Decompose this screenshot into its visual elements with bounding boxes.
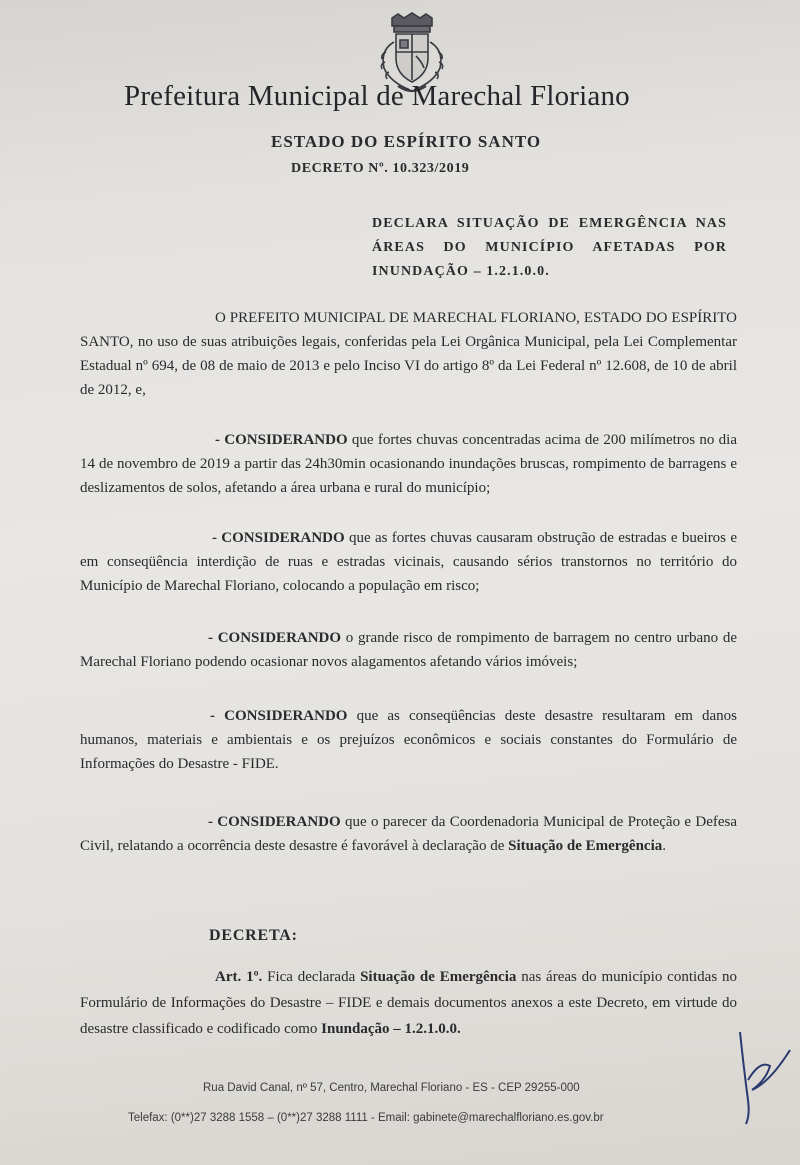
considerando-paragraph-1 xyxy=(80,428,737,500)
article-text: nas áreas do município contidas no Formulário de Informações do Desastre – FIDE e demais documentos anexos a este Decreto, em virtude do desastre classificado e codificado como xyxy=(80,969,737,1037)
considerando-text: que as conseqüências deste desastre resultaram em danos humanos, materiais e ambientais e os prejuízos econômicos e sociais constantes do Formulário de Informações do Desastre - FIDE. xyxy=(80,708,737,772)
article-label: Art. 1º. xyxy=(215,969,263,985)
emphasis-text: Situação de Emergência xyxy=(508,838,663,854)
considerando-text: que fortes chuvas concentradas acima de 200 milímetros no dia 14 de novembro de 2019 a partir das 24h30min ocasionando inundações bruscas, rompimento de barragens e deslizamentos de solos, afetando a área urbana e rural do município; xyxy=(80,432,737,496)
considerando-label: - CONSIDERANDO xyxy=(208,630,342,646)
considerando-text: que as fortes chuvas causaram obstrução de estradas e bueiros e em conseqüência interdição de ruas e estradas vicinais, causando sérios transtornos no território do Município de Marechal Floriano, colocando a população em risco; xyxy=(80,530,737,594)
considerando-paragraph-4 xyxy=(80,704,737,776)
considerando-end: . xyxy=(662,838,667,854)
page-title: Prefeitura Municipal de Marechal Floriano xyxy=(124,80,630,112)
article-1-paragraph xyxy=(80,964,737,1042)
considerando-paragraph-5 xyxy=(80,810,737,858)
decree-number: DECRETO Nº. 10.323/2019 xyxy=(291,161,470,176)
footer-contact: Telefax: (0**)27 3288 1558 – (0**)27 3288 1111 - Email: gabinete@marechalfloriano.es.gov.br xyxy=(128,1112,604,1124)
handwritten-signature-icon xyxy=(730,1020,800,1130)
emphasis-text: Inundação – 1.2.1.0.0. xyxy=(321,1021,461,1037)
state-name: ESTADO DO ESPÍRITO SANTO xyxy=(271,132,542,151)
considerando-label: - CONSIDERANDO xyxy=(208,814,341,830)
considerando-paragraph-2 xyxy=(80,526,737,598)
preamble-paragraph xyxy=(80,306,737,402)
considerando-text: o grande risco de rompimento de barragem no centro urbano de Marechal Floriano podendo ocasionar novos alagamentos afetando vários imóveis; xyxy=(80,630,737,670)
emphasis-text: Situação de Emergência xyxy=(360,969,517,985)
considerando-paragraph-3 xyxy=(80,626,737,674)
considerando-label: - CONSIDERANDO xyxy=(210,708,348,724)
considerando-label: - CONSIDERANDO xyxy=(215,432,348,448)
footer-address: Rua David Canal, nº 57, Centro, Marechal Floriano - ES - CEP 29255-000 xyxy=(203,1082,580,1094)
considerando-label: - CONSIDERANDO xyxy=(212,530,345,546)
considerando-text: que o parecer da Coordenadoria Municipal de Proteção e Defesa Civil, relatando a ocorrência deste desastre é favorável à declaração de xyxy=(80,814,737,854)
decree-subject: DECLARA SITUAÇÃO DE EMERGÊNCIA NAS ÁREAS DO MUNICÍPIO AFETADAS POR INUNDAÇÃO – 1.2.1.0.0. xyxy=(372,216,727,279)
article-text: Fica declarada xyxy=(262,969,361,985)
decreta-heading: DECRETA: xyxy=(209,927,298,944)
preamble-text: O PREFEITO MUNICIPAL DE MARECHAL FLORIANO, ESTADO DO ESPÍRITO SANTO, no uso de suas atribuições legais, conferidas pela Lei Orgânica Municipal, pela Lei Complementar Estadual nº 694, de 08 de maio de 2013 e pelo Inciso VI do artigo 8º da Lei Federal nº 12.608, de 10 de abril de 2012, e, xyxy=(80,310,737,398)
